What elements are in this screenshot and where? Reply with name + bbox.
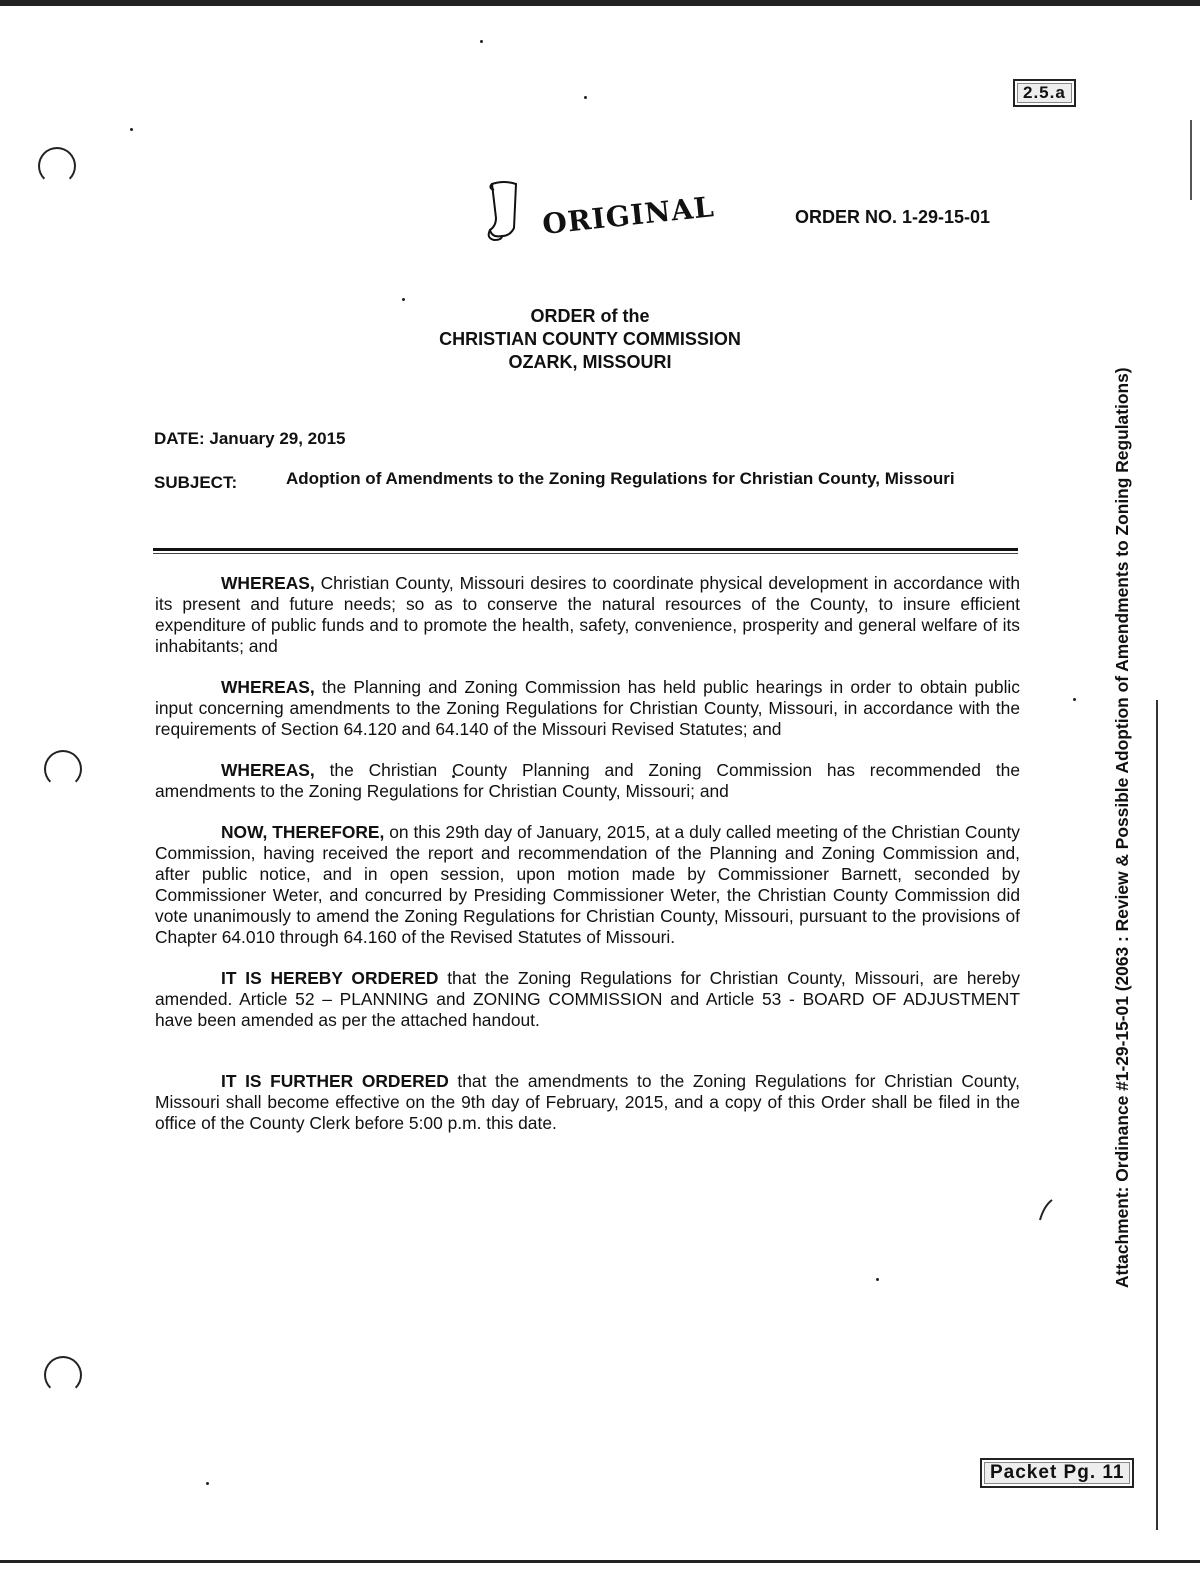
order-body [155,573,1020,1154]
paragraph [155,968,1020,1031]
paragraph [155,822,1020,948]
right-margin-line [1156,700,1158,1530]
punch-hole-middle [44,750,82,788]
paragraph-text: that the amendments to the Zoning Regulations for Christian County, Missouri shall become effective on the 9th day of February, 2015, and a copy of this Order shall be filed in the office of the County Clerk before 5:00 p.m. this date. [155,1071,1020,1133]
subject-text: Adoption of Amendments to the Zoning Regulations for Christian County, Missouri [286,469,955,488]
paragraph-text: the Planning and Zoning Commission has held public hearings in order to obtain public input concerning amendments to the Zoning Regulations for Christian County, Missouri, in accordance with the requirements of Section 64.120 and 64.140 of the Missouri Revised Statutes; and [155,677,1020,739]
scroll-icon [484,178,524,242]
divider-rule [153,548,1018,551]
pen-stroke-icon [1036,1196,1056,1222]
subject-label: SUBJECT: [154,473,238,492]
paragraph [155,760,1020,802]
pen-mark [1036,1196,1056,1229]
packet-page-stamp: Packet Pg. 11 [980,1458,1134,1488]
speck [584,96,587,99]
speck [876,1278,879,1281]
paragraph-text: Christian County, Missouri desires to coordinate physical development in accordance with its present and future needs; so as to conserve the natural resources of the County, to insure efficient expenditure of public funds and to promote the health, safety, convenience, prosperity and general welfare of its inhabitants; and [155,573,1020,656]
paragraph-lead: WHEREAS, [221,760,315,780]
section-stamp: 2.5.a [1013,79,1076,107]
bottom-edge [0,1560,1200,1563]
right-edge-line [1190,120,1192,200]
paragraph-lead: NOW, THEREFORE, [221,822,385,842]
paragraph [155,677,1020,740]
paragraph-text: the Christian County Planning and Zoning Commission has recommended the amendments to the Zoning Regulations for Christian County, Missouri; and [155,760,1020,801]
original-stamp [484,178,715,242]
paragraph-lead: IT IS HEREBY ORDERED [221,968,439,988]
heading-line: CHRISTIAN COUNTY COMMISSION [439,329,741,349]
speck [402,298,405,301]
paragraph-text: that the Zoning Regulations for Christian County, Missouri, are hereby amended. Article 52 – PLANNING and ZONING COMMISSION and Article 53 - BOARD OF ADJUSTMENT have been amended as per the attached handout. [155,968,1020,1030]
attachment-footer-vertical: Attachment: Ordinance #1-29-15-01 (2063 : Review & Possible Adoption of Amendments to Zoning Regulations) [1112,367,1132,1288]
paragraph [155,1071,1020,1134]
order-date: DATE: January 29, 2015 [154,429,346,448]
top-edge [0,0,1200,6]
order-number: ORDER NO. 1-29-15-01 [795,207,991,227]
original-stamp-label: ORIGINAL [540,190,717,241]
speck [1073,698,1076,701]
document-heading [380,305,800,374]
paragraph [155,573,1020,657]
speck [206,1482,209,1485]
paragraph-lead: IT IS FURTHER ORDERED [221,1071,449,1091]
speck [130,128,133,131]
paragraph-text: on this 29th day of January, 2015, at a duly called meeting of the Christian County Commission, having received the report and recommendation of the Planning and Zoning Commission and, after public notice, and in open session, upon motion made by Commissioner Barnett, seconded by Commissioner Weter, and concurred by Presiding Commissioner Weter, the Christian County Commission did vote unanimously to amend the Zoning Regulations for Christian County, Missouri, pursuant to the provisions of Chapter 64.010 through 64.160 of the Revised Statutes of Missouri. [155,822,1020,947]
speck [480,40,483,43]
heading-line: OZARK, MISSOURI [508,352,672,372]
heading-line: ORDER of the [530,306,650,326]
paragraph-lead: WHEREAS, [221,573,315,593]
punch-hole-top [38,147,76,185]
punch-hole-bottom [44,1356,82,1394]
divider-rule-thin [153,553,1018,554]
paragraph-lead: WHEREAS, [221,677,315,697]
